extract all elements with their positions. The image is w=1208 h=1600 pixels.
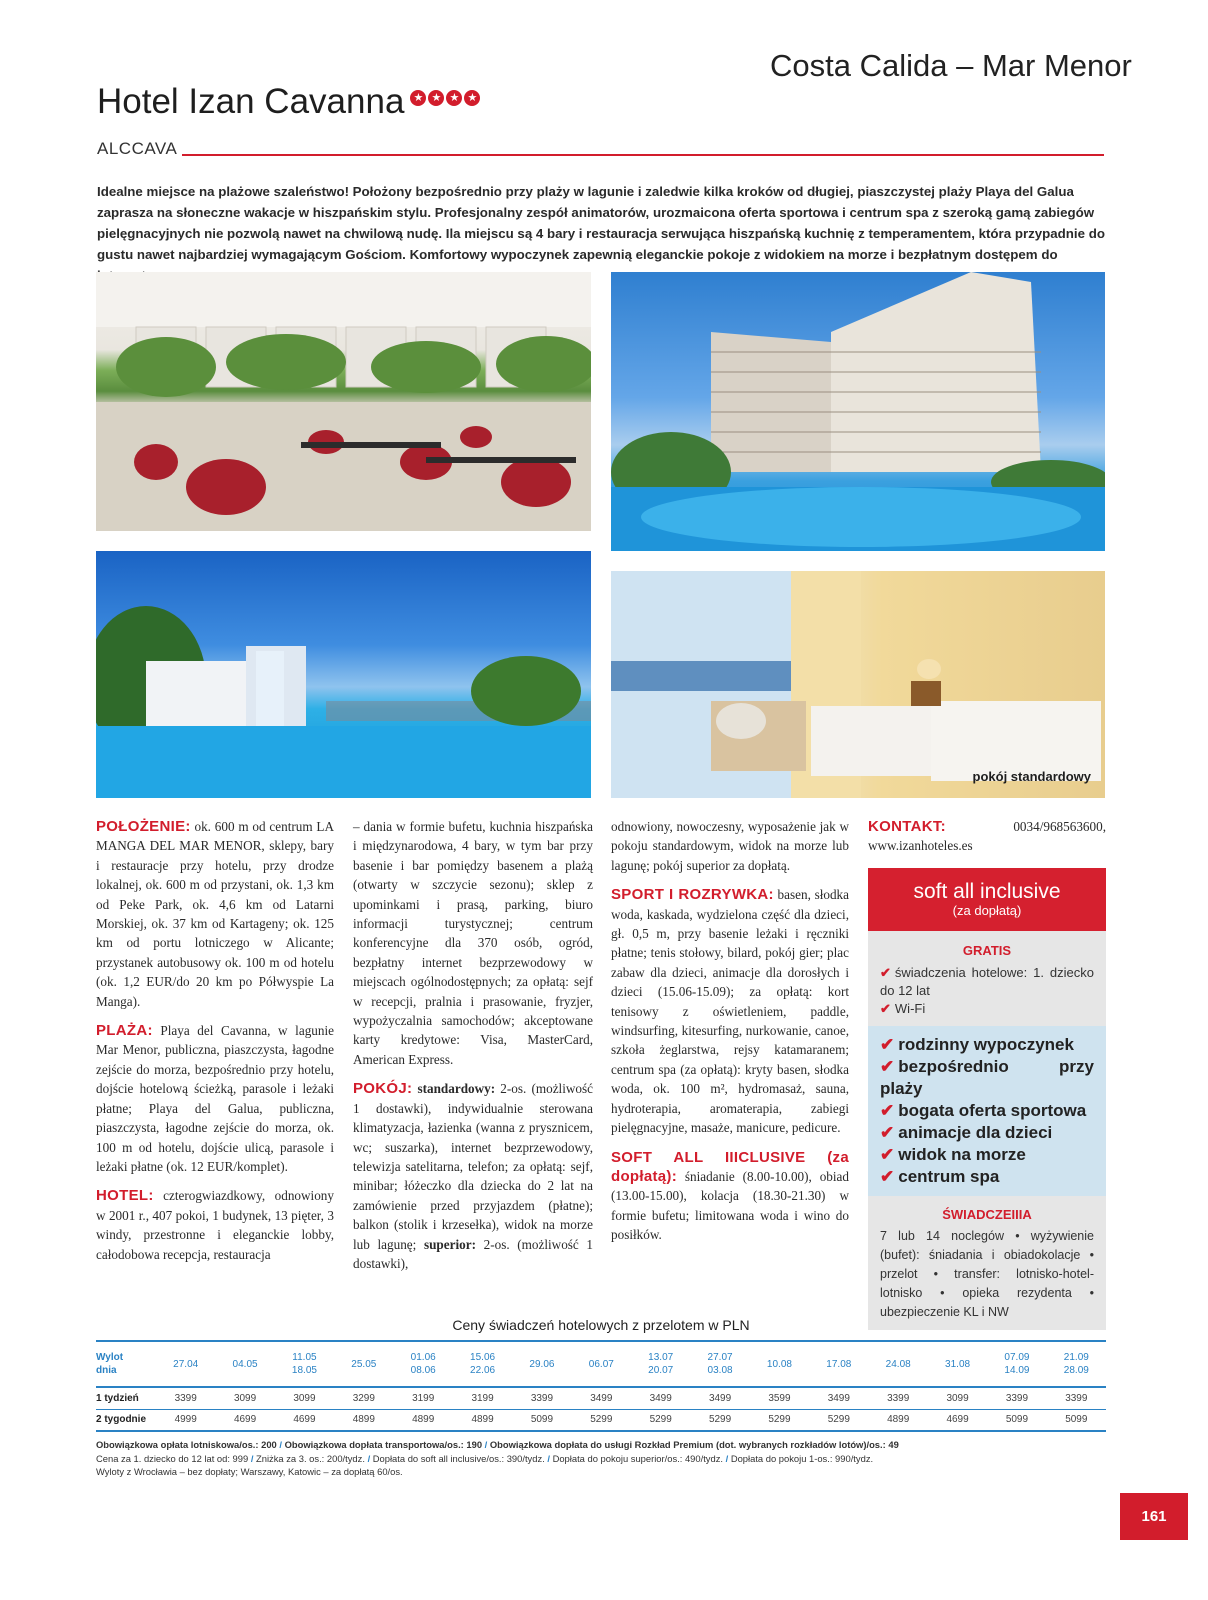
swiadczenia-text: 7 lub 14 noclegów • wyżywienie (bufet): śniadania i obiadokolacje • przelot • transfer: lotnisko-hotel-lotnisko • opieka rezydenta • ubezpieczenie KL i NW <box>880 1229 1094 1320</box>
feature-item: ✔ bogata oferta sportowa <box>880 1101 1087 1121</box>
star-rating <box>410 90 480 106</box>
label-superior: superior: <box>423 1236 476 1252</box>
label-standard: standardowy: <box>417 1081 496 1097</box>
sai-subtitle: (za dopłatą) <box>952 903 1022 919</box>
price-cell: 3399 <box>1005 1392 1029 1404</box>
date-header: 01.06 08.06 <box>410 1352 436 1376</box>
intro-text: Idealne miejsce na plażowe szaleństwo! Położony bezpośrednio przy plaży w lagunie i zaledwie kilka kroków od długiej, piaszczystej plaży Playa del Galua zaprasza na słoneczne wakacje w hiszpańskim stylu. Profesjonalny zespół animatorów, urozmaicona oferta sportowa i centrum spa z szeroką gamą zabiegów pielęgnacyjnych nie pozwolą nawet na chwilową nudę. Ila miejscu są 4 bary i restauracja serwująca hiszpańską kuchnię z temperamentem, która przypadnie do gustu nawet najbardziej wymagającym Gościom. Komfortowy wypoczynek zapewnią eleganckie pokoje z widokiem na morze i bezpłatnym dostępem do <box>97 184 1105 262</box>
feature-item: ✔ rodzinny wypoczynek <box>880 1035 1074 1055</box>
text-kontakt: 0034/968563600, www.izanhoteles.es <box>868 819 1106 854</box>
text-plaza: Playa del Cavanna, w lagunie Mar Menor, publiczna, piaszczysta, łagodne zejście do morza, bezpośrednio przy hotelu, dojście hotelową ścieżką, parasole i leżaki płatne; Playa del Galua, publiczna, piaszczysta, łagodne zejście do morza, ok. 100 m od hotelu, dojście ulicą, parasole i leżaki płatne (ok. 12 EUR/komplet). <box>96 1023 335 1174</box>
check-icon: ✔ <box>880 1101 895 1121</box>
row-label: 2 tygodnie <box>96 1414 147 1426</box>
price-cell: 3399 <box>1065 1392 1088 1404</box>
date-header: 07.09 14.09 <box>1004 1352 1030 1376</box>
text-column-3 <box>611 817 849 1255</box>
price-cell: 4899 <box>412 1414 435 1426</box>
price-cell: 3499 <box>649 1392 672 1404</box>
price-cell: 4899 <box>887 1414 910 1426</box>
section-hotel <box>96 1186 334 1264</box>
date-header: 24.08 <box>885 1358 911 1370</box>
date-header: 04.05 <box>232 1358 258 1370</box>
price-cell: 3199 <box>471 1392 494 1404</box>
price-cell: 4699 <box>946 1414 969 1426</box>
restaurant-photo <box>96 272 591 531</box>
price-cell: 3599 <box>768 1392 791 1404</box>
check-icon: ✔ <box>880 1035 895 1055</box>
price-cell: 5299 <box>590 1414 613 1426</box>
row-label: 1 tydzień <box>96 1392 139 1404</box>
section-sai <box>611 1148 849 1245</box>
hotel-location: ALCCAVA <box>97 139 178 158</box>
date-header: 11.05 18.05 <box>291 1352 317 1376</box>
sai-header <box>868 868 1106 931</box>
date-header: 13.07 20.07 <box>648 1352 674 1376</box>
date-header: 27.04 <box>173 1358 199 1370</box>
text-hotel: czterogwiazdkowy, odnowiony w 2001 r., 407 pokoi, 1 budynek, 13 pięter, 3 windy, przestronne i eleganckie lobby, całodobowa recepcja, restauracja <box>96 1188 334 1262</box>
hotel-title <box>97 82 480 122</box>
page-number: 161 <box>1120 1493 1188 1540</box>
gratis-box <box>868 931 1106 1026</box>
price-cell: 3499 <box>708 1392 732 1404</box>
section-superior-cont <box>611 817 849 875</box>
heading-polozenie: POŁOŻENIE: <box>96 818 191 835</box>
text-column-4 <box>868 817 1106 1330</box>
price-cell: 3499 <box>827 1392 850 1404</box>
heading-hotel: HOTEL: <box>96 1187 154 1205</box>
header-label: Wylot dnia <box>96 1352 124 1376</box>
text-polozenie: ok. 600 m od centrum LA MANGA DEL MAR MENOR, sklepy, bary i restauracje przy hotelu, przy drodze lokalnej, ok. 600 m od przystani, ok. 1,3 km od Peke Park, ok. 4,6 km od Latarni Morskiej, ok. 37 km od Kartageny; ok. 125 km od portu lotniczego w Alicante; przystanek autobusowy ok. 100 m od hotelu (ok. 1,2 EUR/do 20 km po Półwyspie La Manga). <box>96 819 335 1009</box>
gratis-title: GRATIS <box>962 942 1012 958</box>
star-icon: ★ <box>428 90 444 106</box>
price-row <box>96 1409 1106 1431</box>
price-cell: 4699 <box>293 1414 316 1426</box>
price-cell: 5299 <box>768 1414 791 1426</box>
price-table-title: Ceny świadczeń hotelowych z przelotem w PLN <box>452 1317 750 1333</box>
star-icon: ★ <box>410 90 426 106</box>
notes-line-3: Wyloty z Wrocławia – bez dopłaty; Warszawy, Katowic – za dopłatą 60/os. <box>96 1466 403 1477</box>
room-caption: pokój standardowy <box>972 769 1091 784</box>
gratis-item: ✔ świadczenia hotelowe: 1. dziecko do 12 lat <box>880 965 1094 999</box>
features-list <box>868 1026 1106 1196</box>
check-icon: ✔ <box>880 1145 895 1165</box>
date-header: 15.06 22.06 <box>470 1352 496 1376</box>
price-cell: 4999 <box>174 1414 197 1426</box>
price-cell: 5299 <box>708 1414 732 1426</box>
date-header: 21.09 28.09 <box>1063 1352 1089 1376</box>
date-header: 29.06 <box>529 1358 555 1370</box>
heading-sport: SPORT I ROZRYWKA: <box>611 886 774 904</box>
hotel-name: Hotel Izan Cavanna <box>97 82 405 121</box>
check-icon: ✔ <box>880 1001 891 1017</box>
text-hotel-cont: – dania w formie bufetu, kuchnia hiszpańska i międzynarodowa, 4 bary, w tym bar przy basenie i bar pomiędzy basenem a plażą (otwarty w szczycie sezonu); sklep z upominkami i prasą, parking, biuro informacji turystycznej; centrum konferencyjne dla 370 osób, ogród, bezpłatny internet bezprzewodowy w miejscach ogólnodostępnych; za opłatą: sejf w recepcji, pralnia i prasowanie, fryzjer, wypożyczalnia samochodów; akceptowane karty kredytowe: Visa, MasterCard, American Express. <box>353 819 593 1067</box>
heading-pokoj: POKÓJ: <box>353 1080 413 1098</box>
title-divider <box>182 154 1104 156</box>
swiadczenia-title: ŚWIADCZEIIIA <box>942 1207 1032 1223</box>
price-row <box>96 1387 1106 1409</box>
notes-line-1: Obowiązkowa opłata lotniskowa/os.: 200 / Obowiązkowa dopłata transportowa/os.: 190 / Obowiązkowa dopłata do usługi Rozkład Premium (dot. wybranych rozkładów lotów)/os.: 49 <box>96 1439 899 1450</box>
pool-illustration <box>96 551 591 798</box>
feature-item: ✔ bezpośrednio przy plaży <box>880 1057 1094 1099</box>
sai-title: soft all inclusive <box>913 879 1061 903</box>
price-cell: 4699 <box>233 1414 257 1426</box>
price-cell: 5099 <box>1005 1414 1029 1426</box>
text-pokoj: 2-os. (możliwość 1 dostawki), indywidualnie sterowana klimatyzacja, łazienka (wanna z prysznicem, wc; suszarka), internet bezprzewodowy, telewizja satelitarna, telefon; za opłatą: sejf, minibar; łóżeczko dla dziecka do 2 lat na zamówienie przed przyjazdem (płatne); balkon (stolik i krzesełka), widok na morze lub lagunę; <box>353 1081 593 1252</box>
check-icon: ✔ <box>880 1123 895 1143</box>
section-kontakt <box>868 817 1106 856</box>
price-cell: 3399 <box>174 1392 197 1404</box>
swiadczenia-box <box>868 1196 1106 1330</box>
gratis-item: ✔ Wi-Fi <box>880 1001 926 1017</box>
feature-item: ✔ centrum spa <box>880 1167 1000 1187</box>
text-sport: basen, słodka woda, kaskada, wydzielona część dla dzieci, gł. 0,5 m, przy basenie leżaki i ręczniki płatne; tenis stołowy, bilard, pokój gier; plac zabaw dla dzieci, animacje dla dorosłych i dzieci (15.06-15.09); za opłatą: kort tenisowy z oświetleniem, paddle, windsurfing, kitesurfing, nurkowanie, canoe, szkoła żeglarstwa, rejsy katamaranem; centrum spa (za opłatą): kryty basen, słodka woda, ok. 100 m², hydromasaż, sauna, hydroterapia, aromaterapia, zabiegi pielęgnacyjne, masaże, manicure, pedicure. <box>611 887 849 1136</box>
date-header: 31.08 <box>945 1358 971 1370</box>
room-photo <box>611 571 1105 798</box>
price-cell: 4899 <box>352 1414 375 1426</box>
check-icon: ✔ <box>880 1167 895 1187</box>
section-pokoj <box>353 1079 593 1273</box>
check-icon: ✔ <box>880 1057 895 1077</box>
price-notes <box>96 1438 1106 1479</box>
text-superior-cont: odnowiony, nowoczesny, wyposażenie jak w pokoju standardowym, widok na morze lub lagunę; pokój superior za dopłatą. <box>611 819 849 873</box>
section-sport <box>611 885 849 1137</box>
date-header: 10.08 <box>766 1358 792 1370</box>
price-cell: 5299 <box>827 1414 850 1426</box>
price-cell: 4899 <box>471 1414 494 1426</box>
pool-waterfall-photo <box>96 551 591 798</box>
price-cell: 3399 <box>530 1392 554 1404</box>
heading-sai: SOFT ALL IIICLUSIVE (za dopłatą): <box>611 1148 849 1185</box>
text-superior: 2-os. (możliwość 1 dostawki), <box>353 1236 594 1271</box>
price-cell: 3099 <box>233 1392 257 1404</box>
price-cell: 3099 <box>946 1392 969 1404</box>
price-cell: 3299 <box>352 1392 375 1404</box>
price-header-row <box>96 1341 1106 1387</box>
price-cell: 3399 <box>887 1392 910 1404</box>
heading-kontakt: KONTAKT: <box>868 818 946 835</box>
hotel-tower-photo <box>611 272 1105 551</box>
date-header: 27.07 03.08 <box>707 1352 733 1376</box>
date-header: 06.07 <box>588 1358 614 1370</box>
region-title: Costa Calida – Mar Menor <box>770 48 1132 83</box>
feature-item: ✔ animacje dla dzieci <box>880 1123 1053 1143</box>
text-column-2 <box>353 817 593 1283</box>
price-cell: 3199 <box>412 1392 435 1404</box>
price-cell: 5099 <box>1065 1414 1088 1426</box>
date-header: 25.05 <box>351 1358 377 1370</box>
heading-plaza: PLAŻA: <box>96 1022 153 1040</box>
section-polozenie <box>96 817 334 1011</box>
price-table <box>96 1340 1106 1432</box>
text-column-1 <box>96 817 334 1274</box>
date-header: 17.08 <box>826 1358 852 1370</box>
price-cell: 5099 <box>530 1414 554 1426</box>
price-cell: 3499 <box>590 1392 613 1404</box>
soft-all-inclusive-box <box>868 868 1106 1331</box>
text-sai: śniadanie (8.00-10.00), obiad (13.00-15.00), kolacja (18.30-21.30) w formie bufetu; limitowana woda i wino do posiłków. <box>611 1168 850 1243</box>
check-icon: ✔ <box>880 965 891 981</box>
notes-line-2: Cena za 1. dziecko do 12 lat od: 999 / Zniżka za 3. os.: 200/tydz. / Dopłata do soft all inclusive/os.: 390/tydz. / Dopłata do pokoju superior/os.: 490/tydz. / Dopłata do pokoju 1-os.: 990/tydz. <box>96 1452 874 1464</box>
feature-item: ✔ widok na morze <box>880 1145 1026 1165</box>
price-cell: 5299 <box>649 1414 672 1426</box>
price-cell: 3099 <box>293 1392 316 1404</box>
star-icon: ★ <box>446 90 462 106</box>
star-icon: ★ <box>464 90 480 106</box>
hotel-illustration <box>611 272 1105 551</box>
restaurant-illustration <box>96 272 591 531</box>
section-hotel-cont <box>353 817 593 1069</box>
room-illustration <box>611 571 1105 798</box>
section-plaza <box>96 1021 334 1176</box>
